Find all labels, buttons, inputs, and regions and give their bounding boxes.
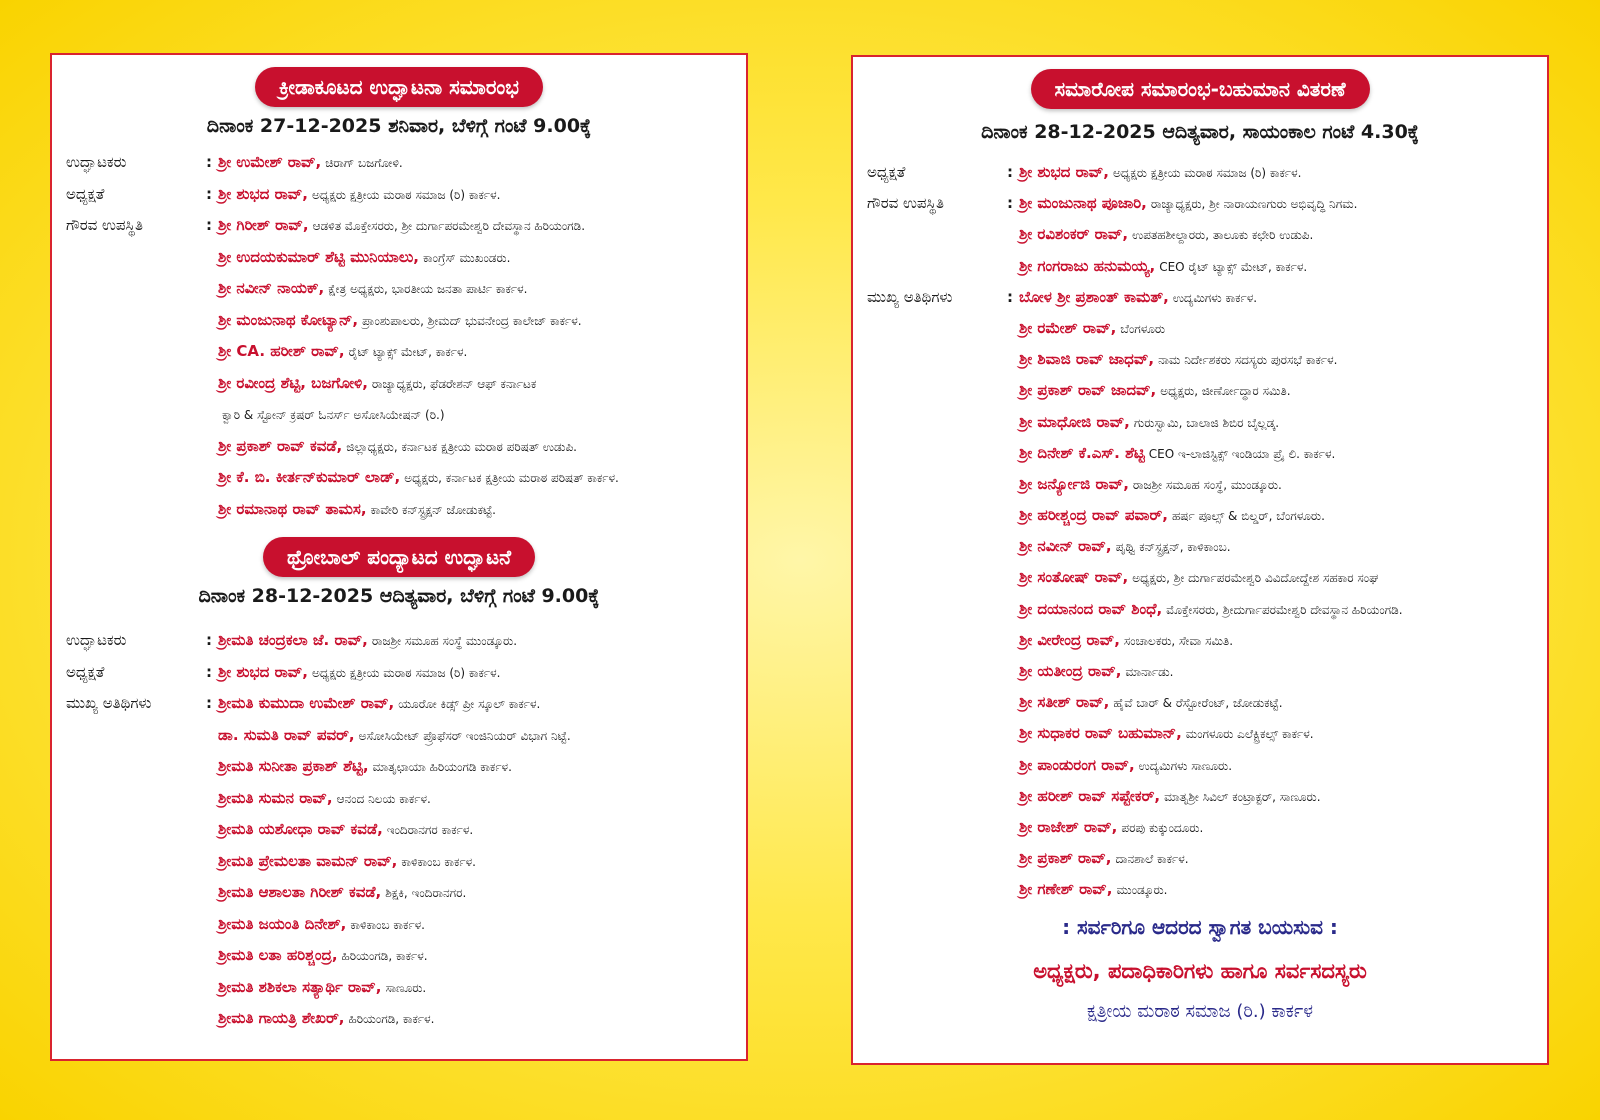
colon-separator: : bbox=[206, 153, 212, 171]
colon-separator: : bbox=[206, 216, 212, 234]
guest-name: ಶ್ರೀಮತಿ ಪ್ರೇಮಲತಾ ವಾಮನ್ ರಾವ್, bbox=[218, 851, 398, 870]
guest-row bbox=[867, 282, 1541, 313]
guest-name: ಶ್ರೀಮತಿ ಚಂದ್ರಕಲಾ ಜೆ. ರಾವ್, bbox=[218, 631, 368, 649]
guest-role-label: ಉದ್ಘಾಟಕರು bbox=[66, 153, 127, 171]
guest-name: ಶ್ರೀ ರವಿಶಂಕರ್ ರಾವ್, bbox=[1019, 225, 1129, 244]
guest-row bbox=[66, 494, 740, 526]
section-title-throwball-inauguration: ಥ್ರೋಬಾಲ್ ಪಂದ್ಯಾಟದ ಉದ್ಘಾಟನೆ bbox=[263, 537, 535, 577]
colon-separator: : bbox=[206, 184, 212, 203]
guest-detail: ಕಾವೇರಿ ಕನ್‌ಸ್ಟ್ರಕ್ಷನ್ ಜೋಡುಕಟ್ಟೆ. bbox=[370, 502, 496, 517]
guest-role-label: ಮುಖ್ಯ ಅತಿಥಿಗಳು bbox=[66, 694, 152, 712]
guest-detail: ಪರಪು ಕುಕ್ಕುಂದೂರು. bbox=[1121, 820, 1204, 835]
guest-detail: ಆನಂದ ನಿಲಯ ಕಾರ್ಕಳ. bbox=[336, 791, 431, 806]
organization-name: ಕ್ಷತ್ರೀಯ ಮರಾಠ ಸಮಾಜ (ರಿ.) ಕಾರ್ಕಳ bbox=[1087, 1001, 1313, 1022]
guest-row bbox=[66, 273, 740, 305]
guest-detail: ಮಾರ್ನಾಡು. bbox=[1125, 665, 1174, 679]
guest-row bbox=[66, 336, 740, 368]
guest-detail: ಕಾಂಗ್ರೆಸ್ ಮುಖಂಡರು. bbox=[423, 250, 511, 265]
guest-row bbox=[66, 783, 740, 815]
guest-name: ಶ್ರೀ ಪ್ರಕಾಶ್ ರಾವ್ ಕವಡೆ, bbox=[218, 436, 343, 455]
guest-name: ಶ್ರೀ ಶುಭದ ರಾವ್, bbox=[218, 662, 308, 681]
guest-name: ಶ್ರೀ ವೀರೇಂದ್ರ ರಾವ್, bbox=[1019, 630, 1120, 649]
guest-row bbox=[867, 812, 1541, 843]
signers-line: ಅಧ್ಯಕ್ಷರು, ಪದಾಧಿಕಾರಿಗಳು ಹಾಗೂ ಸರ್ವಸದಸ್ಯರು bbox=[1033, 959, 1367, 983]
guest-row bbox=[867, 500, 1541, 531]
guest-detail: ದಾನಶಾಲೆ ಕಾರ್ಕಳ. bbox=[1115, 852, 1189, 867]
guest-detail: ಕ್ಷೇತ್ರ ಅಧ್ಯಕ್ಷರು, ಭಾರತೀಯ ಜನತಾ ಪಾರ್ಟಿ ಕಾರ್ಕಳ. bbox=[328, 282, 528, 296]
guest-detail: ಮುಂಡ್ಕೂರು. bbox=[1116, 883, 1168, 898]
right-panel bbox=[851, 55, 1549, 1065]
guest-detail: ರಾಜ್ಯಾಧ್ಯಕ್ಷರು, ಶ್ರೀ ನಾರಾಯಣಗುರು ಅಭಿವೃದ್ಧಿ ನಿಗಮ. bbox=[1150, 197, 1358, 212]
guest-row bbox=[867, 531, 1541, 562]
guest-name: ಶ್ರೀ ಗಂಗರಾಜು ಹನುಮಯ್ಯ, bbox=[1019, 256, 1156, 275]
guest-detail: ಅಸೋಸಿಯೇಟ್ ಪ್ರೊಫೆಸರ್ ಇಂಜಿನಿಯರ್ ವಿಭಾಗ ನಿಟ್ಟೆ. bbox=[358, 728, 571, 743]
guest-row bbox=[867, 843, 1541, 874]
guest-row bbox=[867, 874, 1541, 905]
guest-detail: ರಾಜಶ್ರೀ ಸಮೂಹ ಸಂಸ್ಥೆ ಮುಂಡ್ಕೂರು. bbox=[371, 634, 518, 648]
colon-separator: : bbox=[206, 694, 212, 712]
section-date-throwball-inauguration: ದಿನಾಂಕ 28-12-2025 ಆದಿತ್ಯವಾರ, ಬೆಳಿಗ್ಗೆ ಗಂಟೆ 9.00ಕ್ಕೆ bbox=[198, 585, 600, 607]
section-title-sports-inauguration: ಕ್ರೀಡಾಕೂಟದ ಉದ್ಘಾಟನಾ ಸಮಾರಂಭ bbox=[255, 67, 543, 107]
guest-name: ಶ್ರೀ ಉದಯಕುಮಾರ್ ಶೆಟ್ಟಿ ಮುನಿಯಾಲು, bbox=[218, 247, 420, 266]
guest-detail: ಆಡಳಿತ ಮೊಕ್ತೇಸರರು, ಶ್ರೀ ದುರ್ಗಾಪರಮೇಶ್ವರಿ ದೇವಸ್ಥಾನ ಹಿರಿಯಂಗಡಿ. bbox=[312, 219, 586, 233]
guest-name: ಶ್ರೀ ದಯಾನಂದ ರಾವ್ ಶಿಂಧೆ, bbox=[1019, 599, 1163, 618]
guest-row bbox=[867, 750, 1541, 781]
guest-detail: ಬೆಂಗಳೂರು bbox=[1120, 321, 1166, 336]
guest-row bbox=[867, 594, 1541, 625]
guest-row bbox=[66, 909, 740, 941]
guest-name: ಶ್ರೀಮತಿ ಗಾಯತ್ರಿ ಶೇಖರ್, bbox=[218, 1009, 345, 1027]
guest-detail: ಹರ್ಷ ಪೂಲ್ಸ್ & ಬಿಲ್ಡರ್, ಬೆಂಗಳೂರು. bbox=[1171, 509, 1325, 524]
guest-role-label: ಗೌರವ ಉಪಸ್ಥಿತಿ bbox=[867, 194, 944, 213]
guest-detail: ಶಿಕ್ಷಕಿ, ಇಂದಿರಾನಗರ. bbox=[385, 886, 467, 900]
guest-detail: ಅಧ್ಯಕ್ಷರು, ಜೀರ್ಣೋದ್ಧಾರ ಸಮಿತಿ. bbox=[1160, 384, 1291, 399]
guest-role-label: ಅಧ್ಯಕ್ಷತೆ bbox=[66, 184, 105, 203]
guest-detail: ಉದ್ಯಮಿಗಳು ಸಾಣೂರು. bbox=[1138, 758, 1233, 773]
guest-name: ಶ್ರೀ ರಾಜೇಶ್ ರಾವ್, bbox=[1019, 817, 1118, 836]
guest-role-label: ಉದ್ಘಾಟಕರು bbox=[66, 631, 127, 649]
guest-name: ಶ್ರೀ ಮಂಜುನಾಥ ಕೋಟ್ಯಾನ್, bbox=[218, 310, 359, 329]
guest-detail: ಕ್ವಾರಿ & ಸ್ಟೋನ್ ಕ್ರಷರ್ ಓನರ್ಸ್ ಅಸೋಸಿಯೇಷನ್ (ರಿ.) bbox=[222, 408, 445, 422]
guest-detail: ಅಧ್ಯಕ್ಷರು ಕ್ಷತ್ರೀಯ ಮರಾಠ ಸಮಾಜ (ರಿ) ಕಾರ್ಕಳ. bbox=[312, 665, 501, 680]
guest-detail: ಸಂಚಾಲಕರು, ಸೇವಾ ಸಮಿತಿ. bbox=[1123, 633, 1234, 648]
guest-row bbox=[66, 1003, 740, 1035]
guest-row bbox=[66, 431, 740, 463]
guest-role-label: ಗೌರವ ಉಪಸ್ಥಿತಿ bbox=[66, 216, 143, 234]
guest-row bbox=[867, 625, 1541, 656]
guest-row bbox=[867, 251, 1541, 282]
guest-name: ಶ್ರೀಮತಿ ಜಯಂತಿ ದಿನೇಶ್, bbox=[218, 914, 347, 933]
guest-list-valedictory bbox=[867, 157, 1541, 906]
colon-separator: : bbox=[1007, 194, 1013, 213]
guest-name: ಶ್ರೀ CA. ಹರೀಶ್ ರಾವ್, bbox=[218, 342, 345, 360]
guest-detail: ಅಧ್ಯಕ್ಷರು, ಕರ್ನಾಟಕ ಕ್ಷತ್ರೀಯ ಮರಾಠ ಪರಿಷತ್ ಕಾರ್ಕಳ. bbox=[404, 471, 619, 485]
guest-name: ಶ್ರೀ ರವೀಂದ್ರ ಶೆಟ್ಟಿ, ಬಜಗೋಳಿ, bbox=[218, 373, 368, 392]
guest-name: ಶ್ರೀ ಗಣೇಶ್ ರಾವ್, bbox=[1019, 880, 1113, 899]
guest-detail: ಮಾತೃಶ್ರೀ ಸಿವಿಲ್ ಕಂಟ್ರಾಕ್ಟರ್, ಸಾಣೂರು. bbox=[1164, 789, 1321, 804]
guest-detail: ಇಂದಿರಾನಗರ ಕಾರ್ಕಳ. bbox=[386, 823, 474, 837]
guest-name: ಬೋಳ ಶ್ರೀ ಪ್ರಶಾಂತ್ ಕಾಮತ್, bbox=[1019, 287, 1169, 306]
guest-detail: ನಾಮ ನಿರ್ದೇಶಕರು ಸದಸ್ಯರು ಪುರಸಭೆ ಕಾರ್ಕಳ. bbox=[1158, 353, 1338, 368]
guest-detail: ಚಿರಾಗ್ ಬಜಗೋಳಿ. bbox=[325, 156, 403, 170]
guest-detail: ಮೊಕ್ತೇಸರರು, ಶ್ರೀದುರ್ಗಾಪರಮೇಶ್ವರಿ ದೇವಸ್ಥಾನ ಹಿರಿಯಂಗಡಿ. bbox=[1166, 602, 1403, 617]
guest-name: ಶ್ರೀಮತಿ ಸುಮನ ರಾವ್, bbox=[218, 788, 333, 807]
guest-row bbox=[66, 399, 740, 431]
guest-row bbox=[66, 846, 740, 878]
guest-name: ಶ್ರೀ ಜರ್ನ್ಯೋಜಿ ರಾವ್, bbox=[1019, 474, 1129, 493]
guest-name: ಶ್ರೀ ಪ್ರಕಾಶ್ ರಾವ್, bbox=[1019, 849, 1112, 868]
guest-name: ಶ್ರೀ ಶಿವಾಜಿ ರಾವ್ ಜಾಧವ್, bbox=[1019, 350, 1155, 369]
colon-separator: : bbox=[206, 631, 212, 649]
guest-detail: CEO ರೈಟ್ ಟ್ಯಾಕ್ಸ್ ಮೇಟ್, ಕಾರ್ಕಳ. bbox=[1159, 259, 1308, 274]
guest-name: ಶ್ರೀ ಶುಭದ ರಾವ್, bbox=[1019, 163, 1109, 181]
guest-row bbox=[867, 781, 1541, 812]
guest-name: ಶ್ರೀ ಉಮೇಶ್ ರಾವ್, bbox=[218, 153, 322, 171]
guest-row bbox=[867, 313, 1541, 344]
section-title-valedictory: ಸಮಾರೋಪ ಸಮಾರಂಭ-ಬಹುಮಾನ ವಿತರಣೆ bbox=[1031, 69, 1370, 109]
guest-name: ಶ್ರೀ ಯತೀಂದ್ರ ರಾವ್, bbox=[1019, 662, 1122, 680]
guest-name: ಶ್ರೀಮತಿ ಸುನೀತಾ ಪ್ರಕಾಶ್ ಶೆಟ್ಟಿ, bbox=[218, 757, 369, 775]
guest-name: ಶ್ರೀಮತಿ ಶಶಿಕಲಾ ಸತ್ಯಾರ್ಥಿ ರಾವ್, bbox=[218, 977, 382, 996]
guest-name: ಶ್ರೀ ರಮಾನಾಥ ರಾವ್ ತಾಮಸ, bbox=[218, 499, 367, 518]
guest-name: ಶ್ರೀ ಪಾಂಡುರಂಗ ರಾವ್, bbox=[1019, 755, 1135, 774]
guest-role-label: ಅಧ್ಯಕ್ಷತೆ bbox=[867, 163, 906, 181]
guest-name: ಶ್ರೀ ಶುಭದ ರಾವ್, bbox=[218, 184, 308, 203]
guest-detail: ಯೂರೋ ಕಿಡ್ಸ್ ಪ್ರೀ ಸ್ಕೂಲ್ ಕಾರ್ಕಳ. bbox=[398, 697, 541, 711]
colon-separator: : bbox=[206, 662, 212, 681]
guest-detail: CEO ಇ-ಲಾಜಿಸ್ಟಿಕ್ಸ್ ಇಂಡಿಯಾ ಪ್ರೈ ಲಿ. ಕಾರ್ಕಳ. bbox=[1148, 446, 1336, 461]
guest-row bbox=[66, 242, 740, 274]
guest-role-label: ಅಧ್ಯಕ್ಷತೆ bbox=[66, 662, 105, 681]
guest-detail: ಉಪತಹಶೀಲ್ದಾರರು, ತಾಲೂಕು ಕಛೇರಿ ಉಡುಪಿ. bbox=[1132, 228, 1314, 243]
guest-detail: ಹಿರಿಯಂಗಡಿ, ಕಾರ್ಕಳ. bbox=[348, 1012, 435, 1026]
guest-detail: ಹೈವೆ ಬಾರ್ & ರೆಸ್ಟೋರೆಂಟ್, ಜೋಡುಕಟ್ಟೆ. bbox=[1113, 696, 1283, 711]
guest-detail: ಪೃಥ್ವಿ ಕನ್‌ಸ್ಟ್ರಕ್ಷನ್, ಕಾಳಿಕಾಂಬ. bbox=[1115, 540, 1231, 555]
guest-name: ಶ್ರೀ ನವೀನ್ ರಾವ್, bbox=[1019, 537, 1112, 556]
guest-detail: ಮಾತೃಛಾಯಾ ಹಿರಿಯಂಗಡಿ ಕಾರ್ಕಳ. bbox=[372, 760, 512, 774]
welcome-message: : ಸರ್ವರಿಗೂ ಆದರದ ಸ್ವಾಗತ ಬಯಸುವ : bbox=[1062, 915, 1338, 939]
guest-detail: ರೈಟ್ ಟ್ಯಾಕ್ಸ್ ಮೇಟ್, ಕಾರ್ಕಳ. bbox=[348, 345, 468, 359]
section-date-valedictory: ದಿನಾಂಕ 28-12-2025 ಆದಿತ್ಯವಾರ, ಸಾಯಂಕಾಲ ಗಂಟೆ 4.30ಕ್ಕೆ bbox=[981, 121, 1419, 143]
guest-detail: ಕಾಳಿಕಾಂಬ ಕಾರ್ಕಳ. bbox=[401, 854, 476, 869]
guest-name: ಶ್ರೀಮತಿ ಆಶಾಲತಾ ಗಿರೀಶ್ ಕವಡೆ, bbox=[218, 883, 382, 901]
guest-row bbox=[867, 188, 1541, 219]
guest-name: ಶ್ರೀ ನವೀನ್ ನಾಯಕ್, bbox=[218, 279, 325, 297]
guest-name: ಶ್ರೀ ಪ್ರಕಾಶ್ ರಾವ್ ಜಾದವ್, bbox=[1019, 381, 1157, 400]
guest-role-label: ಮುಖ್ಯ ಅತಿಥಿಗಳು bbox=[867, 287, 953, 306]
guest-name: ಡಾ. ಸುಮತಿ ರಾವ್ ಪವರ್, bbox=[218, 725, 355, 744]
guest-detail: ಹಿರಿಯಂಗಡಿ, ಕಾರ್ಕಳ. bbox=[341, 949, 428, 963]
guest-name: ಶ್ರೀ ಹರೀಶ್ ರಾವ್ ಸಪ್ಟೇಕರ್, bbox=[1019, 786, 1161, 805]
guest-row bbox=[66, 305, 740, 337]
guest-detail: ಅಧ್ಯಕ್ಷರು ಕ್ಷತ್ರೀಯ ಮರಾಠ ಸಮಾಜ (ರಿ) ಕಾರ್ಕಳ. bbox=[1113, 166, 1302, 180]
guest-detail: ಉದ್ಯಮಿಗಳು ಕಾರ್ಕಳ. bbox=[1172, 290, 1258, 305]
guest-name: ಶ್ರೀ ರಮೇಶ್ ರಾವ್, bbox=[1019, 318, 1117, 337]
guest-detail: ಜಿಲ್ಲಾಧ್ಯಕ್ಷರು, ಕರ್ನಾಟಕ ಕ್ಷತ್ರೀಯ ಮರಾಠ ಪರಿಷತ್ ಉಡುಪಿ. bbox=[346, 439, 577, 454]
guest-name: ಶ್ರೀ ಹರೀಶ್ಚಂದ್ರ ರಾವ್ ಪವಾರ್, bbox=[1019, 506, 1168, 525]
guest-name: ಶ್ರೀಮತಿ ಲತಾ ಹರಿಶ್ಚಂದ್ರ, bbox=[218, 946, 338, 964]
guest-row bbox=[66, 940, 740, 972]
guest-row bbox=[66, 462, 740, 494]
guest-name: ಶ್ರೀ ಸುಧಾಕರ ರಾವ್ ಬಹುಮಾನ್, bbox=[1019, 724, 1182, 743]
guest-list-sports-inauguration bbox=[66, 147, 740, 525]
guest-row bbox=[66, 657, 740, 689]
guest-name: ಶ್ರೀ ದಿನೇಶ್ ಕೆ.ಎಸ್. ಶೆಟ್ಟಿ bbox=[1019, 443, 1145, 462]
guest-row bbox=[867, 469, 1541, 500]
guest-name: ಶ್ರೀ ಗಿರೀಶ್ ರಾವ್, bbox=[218, 216, 309, 234]
guest-name: ಶ್ರೀ ಸತೀಶ್ ರಾವ್, bbox=[1019, 693, 1110, 712]
guest-detail: ಸಾಣೂರು. bbox=[385, 980, 427, 995]
guest-detail: ಅಧ್ಯಕ್ಷರು ಕ್ಷತ್ರೀಯ ಮರಾಠ ಸಮಾಜ (ರಿ) ಕಾರ್ಕಳ. bbox=[312, 187, 501, 202]
guest-name: ಶ್ರೀಮತಿ ಯಶೋಧಾ ರಾವ್ ಕವಡೆ, bbox=[218, 820, 383, 838]
guest-name: ಶ್ರೀ ಸಂತೋಷ್ ರಾವ್, bbox=[1019, 568, 1129, 587]
guest-detail: ರಾಜ್ಯಾಧ್ಯಕ್ಷರು, ಫೆಡರೇಶನ್ ಆಫ್ ಕರ್ನಾಟಕ bbox=[371, 376, 537, 391]
guest-detail: ರಾಜಶ್ರೀ ಸಮೂಹ ಸಂಸ್ಥೆ, ಮುಂಡ್ಕೂರು. bbox=[1132, 477, 1282, 492]
guest-row bbox=[66, 210, 740, 242]
guest-row bbox=[867, 375, 1541, 406]
guest-name: ಶ್ರೀ ಕೆ. ಬಿ. ಕೀರ್ತನ್‌ಕುಮಾರ್ ಲಾಡ್, bbox=[218, 468, 401, 486]
colon-separator: : bbox=[1007, 287, 1013, 306]
guest-row bbox=[66, 814, 740, 846]
guest-detail: ಅಧ್ಯಕ್ಷರು, ಶ್ರೀ ದುರ್ಗಾಪರಮೇಶ್ವರಿ ವಿವಿದೋದ್ದೇಶ ಸಹಕಾರ ಸಂಘ bbox=[1132, 571, 1379, 586]
guest-row bbox=[867, 219, 1541, 250]
guest-row bbox=[66, 179, 740, 211]
guest-list-throwball-inauguration bbox=[66, 625, 740, 1035]
guest-row bbox=[66, 688, 740, 720]
guest-row bbox=[867, 344, 1541, 375]
left-panel bbox=[50, 53, 748, 1061]
colon-separator: : bbox=[1007, 163, 1013, 181]
guest-row bbox=[66, 972, 740, 1004]
guest-detail: ಗುರುಸ್ವಾಮಿ, ಬಾಲಾಜಿ ಶಿಬಿರ ಬೈಲ್ಲಡ್ಕ. bbox=[1133, 415, 1280, 430]
guest-row bbox=[867, 438, 1541, 469]
guest-row bbox=[66, 368, 740, 400]
section-date-sports-inauguration: ದಿನಾಂಕ 27-12-2025 ಶನಿವಾರ, ಬೆಳಿಗ್ಗೆ ಗಂಟೆ 9.00ಕ್ಕೆ bbox=[206, 115, 592, 137]
guest-row bbox=[66, 720, 740, 752]
guest-row bbox=[66, 877, 740, 909]
guest-row bbox=[867, 718, 1541, 749]
guest-name: ಶ್ರೀ ಮಾಧೋಜಿ ರಾವ್, bbox=[1019, 412, 1130, 431]
guest-name: ಶ್ರೀ ಮಂಜುನಾಥ ಪೂಜಾರಿ, bbox=[1019, 194, 1147, 213]
guest-name: ಶ್ರೀಮತಿ ಕುಮುದಾ ಉಮೇಶ್ ರಾವ್, bbox=[218, 694, 395, 712]
guest-row bbox=[867, 656, 1541, 687]
guest-row bbox=[66, 751, 740, 783]
guest-row bbox=[66, 147, 740, 179]
guest-detail: ಕಾಳಿಕಾಂಬ ಕಾರ್ಕಳ. bbox=[350, 917, 425, 932]
guest-detail: ಮಂಗಳೂರು ಎಲೆಕ್ಟ್ರಿಕಲ್ಸ್ ಕಾರ್ಕಳ. bbox=[1185, 727, 1314, 742]
guest-row bbox=[66, 625, 740, 657]
guest-row bbox=[867, 562, 1541, 593]
guest-row bbox=[867, 407, 1541, 438]
guest-row bbox=[867, 157, 1541, 188]
guest-row bbox=[867, 687, 1541, 718]
guest-detail: ಪ್ರಾಂಶುಪಾಲರು, ಶ್ರೀಮದ್ ಭುವನೇಂದ್ರ ಕಾಲೇಜ್ ಕಾರ್ಕಳ. bbox=[362, 313, 582, 328]
